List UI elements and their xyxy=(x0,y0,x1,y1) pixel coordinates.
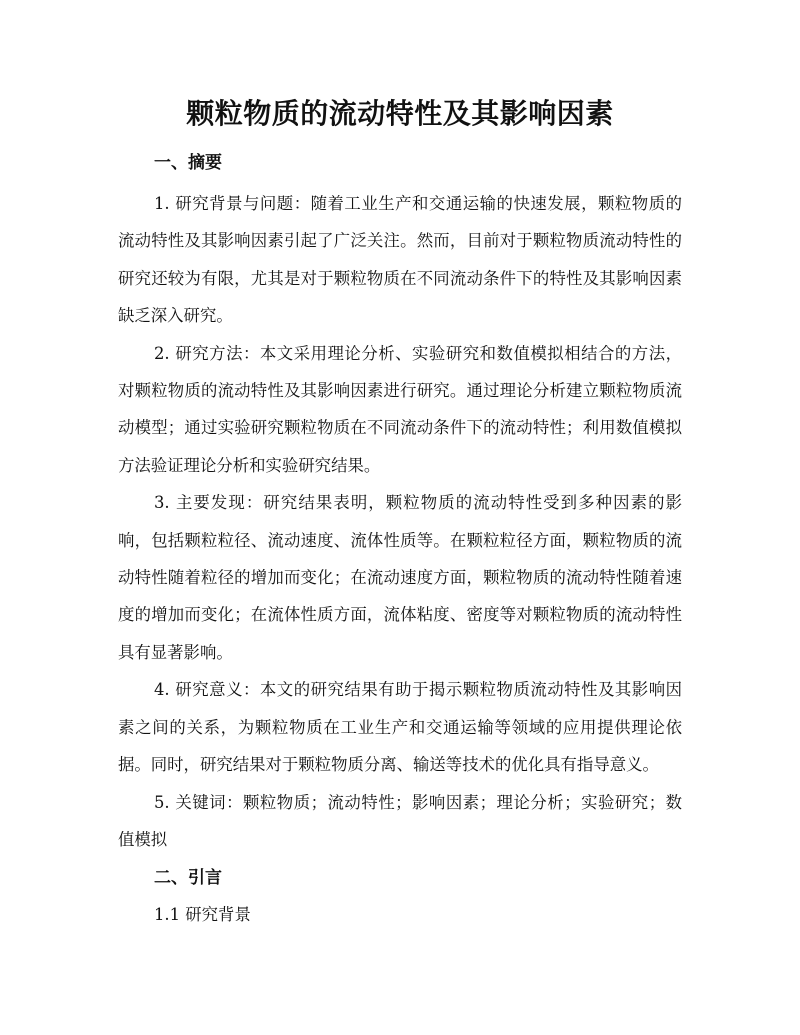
abstract-paragraph-findings: 3. 主要发现：研究结果表明，颗粒物质的流动特性受到多种因素的影响，包括颗粒粒径、流动速度、流体性质等。在颗粒粒径方面，颗粒物质的流动特性随着粒径的增加而变化；在流动速度方面，颗粒物质的流动特性随着速度的增加而变化；在流体性质方面，流体粘度、密度等对颗粒物质的流动特性具有显著影响。 xyxy=(118,493,682,662)
abstract-paragraph-keywords: 5. 关键词：颗粒物质；流动特性；影响因素；理论分析；实验研究；数值模拟 xyxy=(118,792,682,849)
document-title: 颗粒物质的流动特性及其影响因素 xyxy=(186,97,614,130)
abstract-paragraph-significance: 4. 研究意义：本文的研究结果有助于揭示颗粒物质流动特性及其影响因素之间的关系，为颗粒物质在工业生产和交通运输等领域的应用提供理论依据。同时，研究结果对于颗粒物质分离、输送等技术的优化具有指导意义。 xyxy=(118,680,682,775)
subsection-heading-background: 1.1 研究背景 xyxy=(154,905,251,925)
document-body xyxy=(118,145,682,933)
abstract-paragraph-methods: 2. 研究方法：本文采用理论分析、实验研究和数值模拟相结合的方法，对颗粒物质的流动特性及其影响因素进行研究。通过理论分析建立颗粒物质流动模型；通过实验研究颗粒物质在不同流动条件下的流动特性；利用数值模拟方法验证理论分析和实验研究结果。 xyxy=(118,343,682,475)
section-heading-abstract: 一、摘要 xyxy=(154,153,222,173)
section-heading-introduction: 二、引言 xyxy=(154,868,222,889)
abstract-paragraph-background: 1. 研究背景与问题：随着工业生产和交通运输的快速发展，颗粒物质的流动特性及其影响因素引起了广泛关注。然而，目前对于颗粒物质流动特性的研究还较为有限，尤其是对于颗粒物质在不同流动条件下的特性及其影响因素缺乏深入研究。 xyxy=(118,194,682,326)
